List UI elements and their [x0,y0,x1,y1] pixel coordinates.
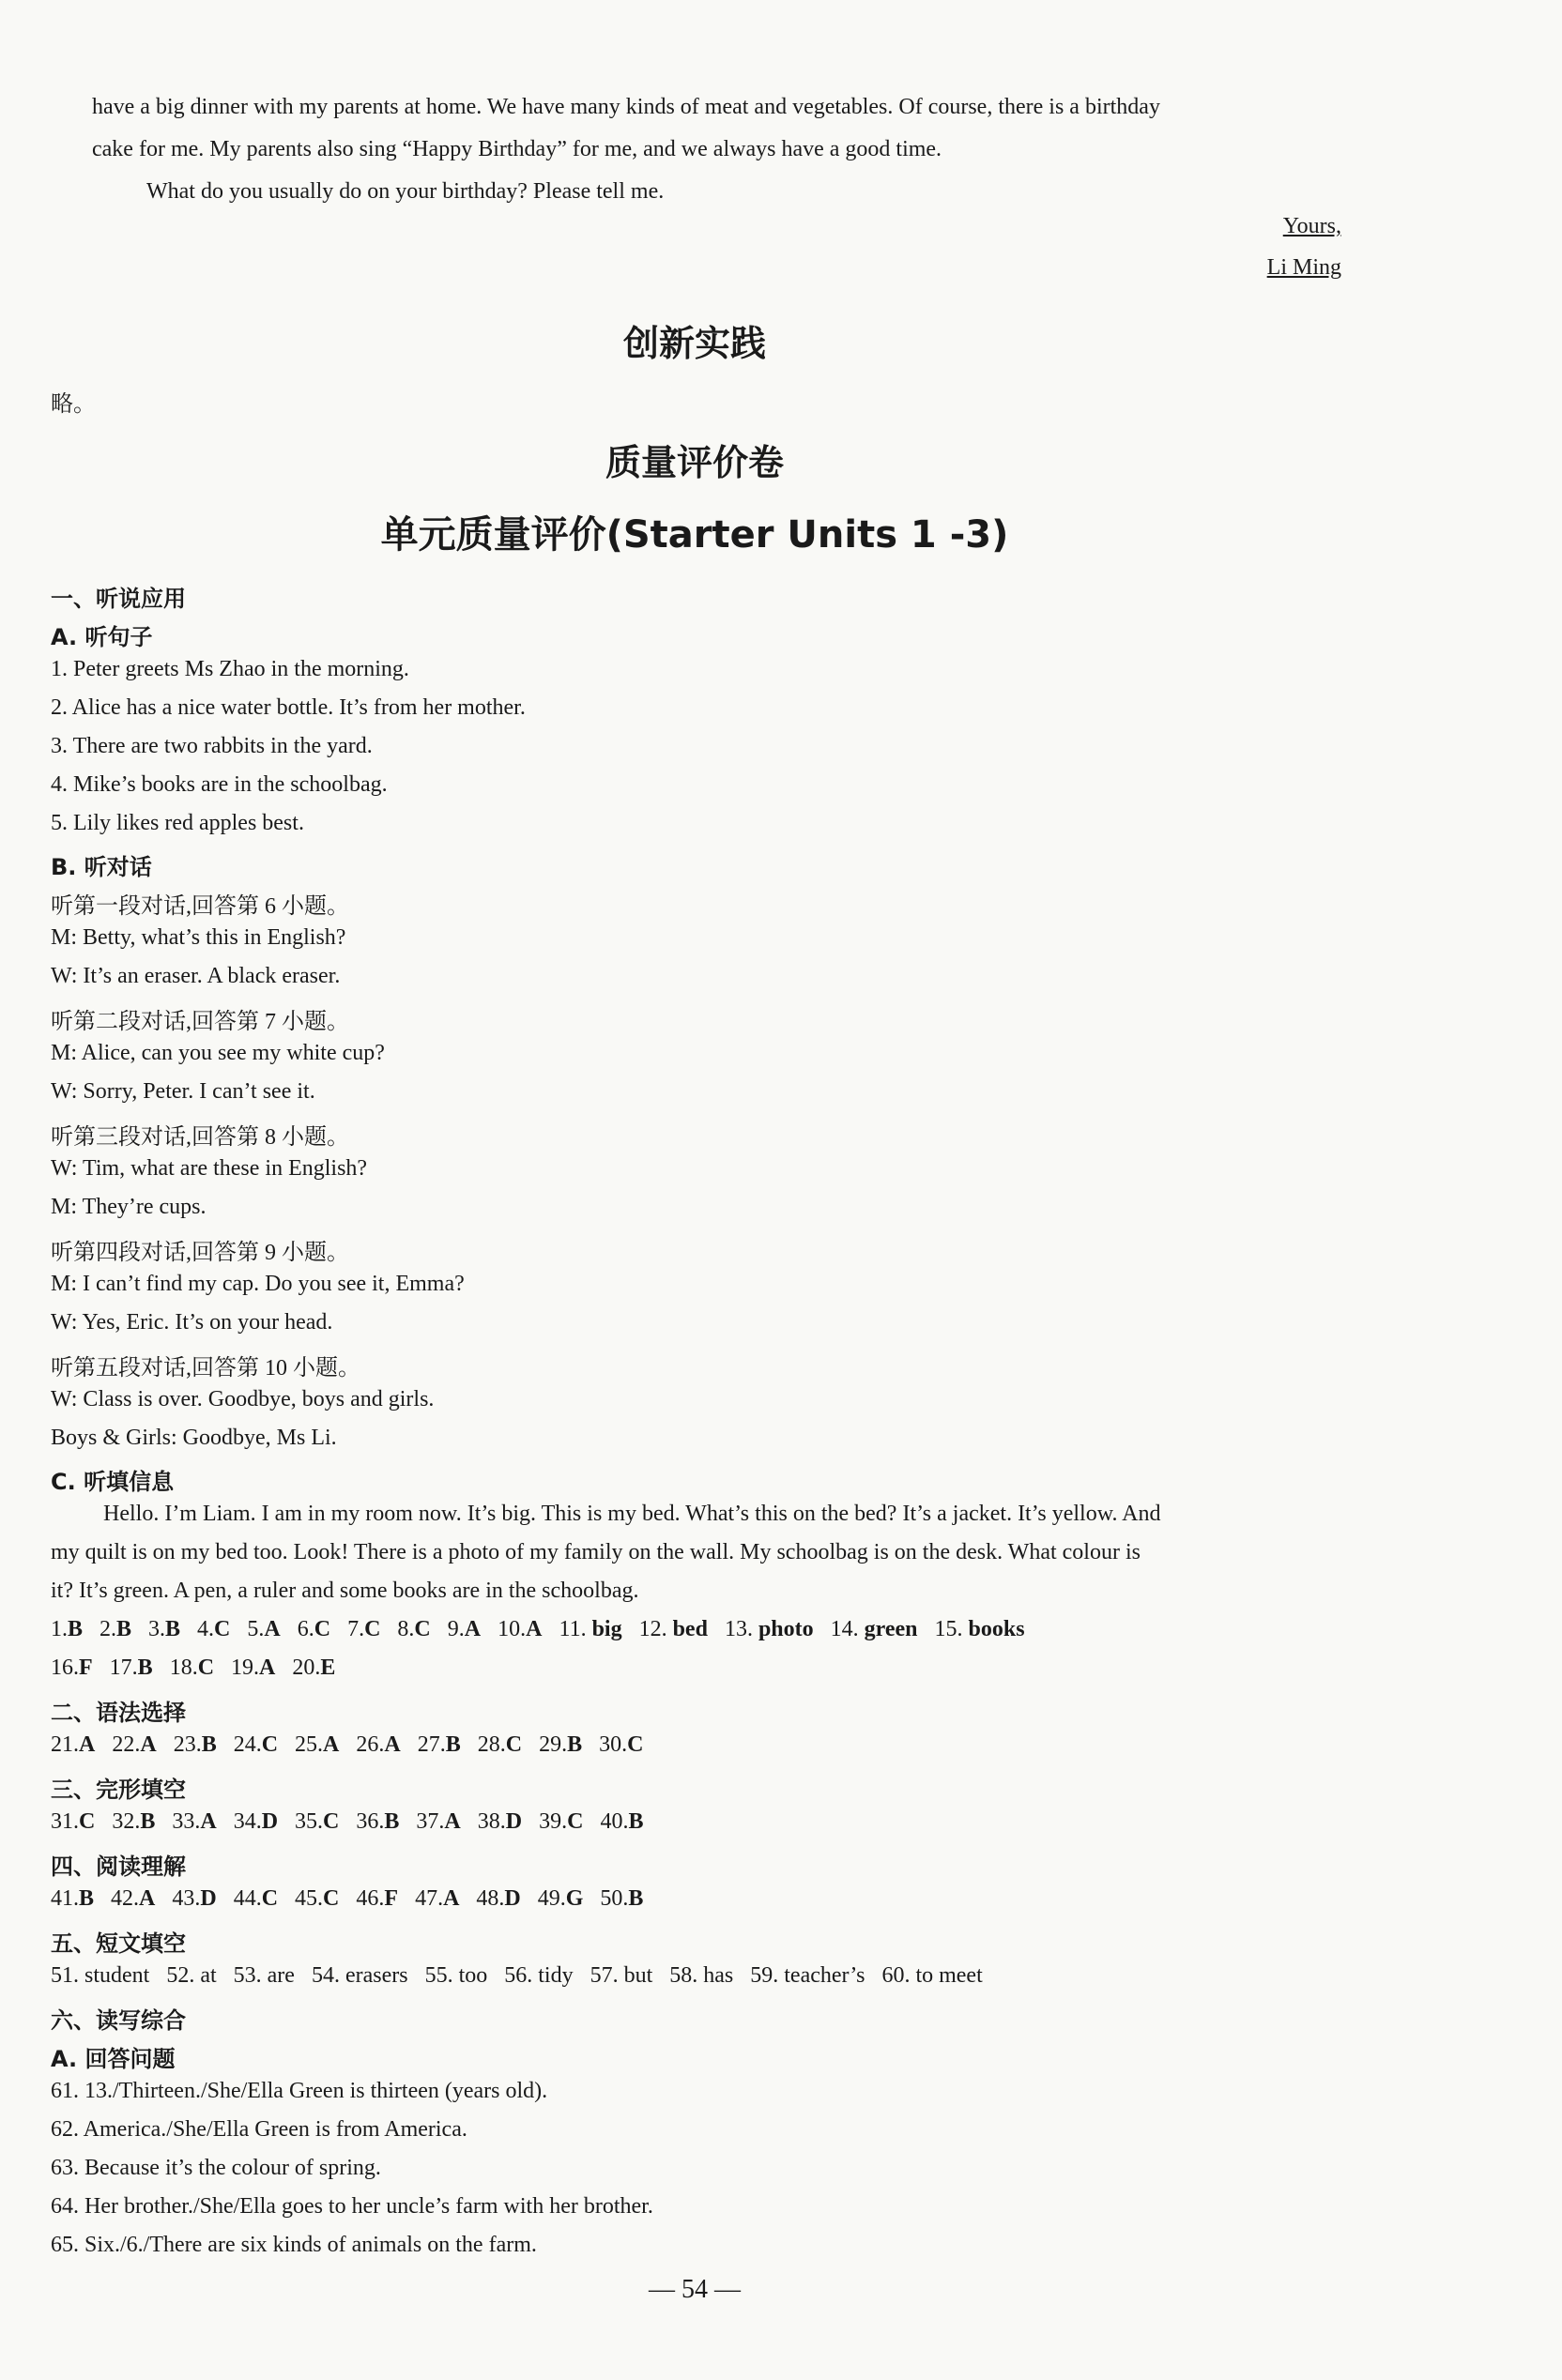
answer-line: 64. Her brother./She/Ella goes to her uncle’s farm with her brother. [51,2194,653,2219]
answer-value: B [165,1617,181,1641]
answer-item [100,1617,131,1642]
answer-value: A [444,1809,461,1834]
letter-line-3: What do you usually do on your birthday? Please tell me. [146,179,665,204]
section-4-heading: 四、阅读理解 [51,1854,186,1880]
dialogue-line: M: Betty, what’s this in English? [51,925,346,950]
answer-value: B [628,1886,644,1911]
answer-value: photo [752,1617,814,1641]
answer-number: 53. [233,1963,262,1988]
dialogue-line: Boys & Girls: Goodbye, Ms Li. [51,1426,337,1450]
dialogue-line: M: They’re cups. [51,1195,207,1219]
answer-value: B [137,1655,153,1680]
answer-value: A [259,1655,276,1680]
answer-value: E [320,1655,336,1680]
answer-item [51,1886,94,1912]
answer-item [110,1655,153,1681]
answer-item [498,1617,542,1642]
dialogue-line: 听第五段对话,回答第 10 小题。 [51,1356,360,1381]
answer-value: student [79,1963,150,1988]
answer-number: 6. [297,1617,314,1641]
dialogue-line: W: Yes, Eric. It’s on your head. [51,1310,333,1335]
answer-item [197,1617,230,1642]
answer-number: 44. [233,1886,262,1911]
answer-item [234,1886,278,1912]
answer-number: 42. [111,1886,140,1911]
answers-31-40 [51,1809,660,1835]
answer-value: C [364,1617,381,1641]
answer-item [292,1655,335,1681]
answer-item [590,1963,653,1989]
answer-item [356,1809,399,1835]
passage-line: my quilt is on my bed too. Look! There is a photo of my family on the wall. My schoolbag is on the desk. What colour is [51,1540,1141,1564]
answer-value: C [261,1732,279,1757]
section-3-heading: 三、完形填空 [51,1777,186,1803]
answer-item [504,1963,573,1989]
answer-line: 63. Because it’s the colour of spring. [51,2156,381,2180]
answer-item [112,1732,156,1758]
section-6-heading: 六、读写综合 [51,2007,186,2034]
answer-number: 10. [498,1617,527,1641]
answer-number: 29. [539,1732,568,1757]
dialogue-line: W: Class is over. Goodbye, boys and girls. [51,1387,435,1411]
page-number: — 54 — [649,2275,741,2304]
answer-value: big [586,1617,622,1641]
answer-value: C [505,1732,523,1757]
answer-item [172,1809,216,1835]
answer-value: B [116,1617,132,1641]
answer-number: 28. [477,1732,506,1757]
answer-number: 8. [397,1617,415,1641]
answer-item [231,1655,275,1681]
answer-item [669,1963,733,1989]
answer-value: F [384,1886,399,1911]
answer-item [51,1732,95,1758]
passage-line: it? It’s green. A pen, a ruler and some books are in the schoolbag. [51,1579,639,1603]
passage-line: Hello. I’m Liam. I am in my room now. It’s big. This is my bed. What’s this on the bed? It’s a jacket. It’s yellow. And [103,1502,1161,1526]
answers-51-60 [51,1963,1000,1989]
answer-value: green [858,1617,918,1641]
unit-title: 单元质量评价(Starter Units 1 -3) [380,513,1009,557]
answer-number: 58. [669,1963,698,1988]
answer-item [170,1655,214,1681]
answer-value: to meet [910,1963,983,1988]
answer-value: A [264,1617,281,1641]
answer-value: C [197,1655,215,1680]
answer-value: C [323,1886,340,1911]
answer-item [425,1963,488,1989]
answer-number: 21. [51,1732,79,1757]
answer-value: B [140,1809,156,1834]
answer-number: 5. [247,1617,265,1641]
answer-value: A [323,1732,340,1757]
answer-item [415,1886,459,1912]
answer-number: 24. [233,1732,262,1757]
answer-item [234,1963,295,1989]
answer-line: 65. Six./6./There are six kinds of animals on the farm. [51,2233,537,2257]
answer-item [600,1809,643,1835]
dialogue-line: M: I can’t find my cap. Do you see it, Emma? [51,1272,465,1296]
paper-title: 质量评价卷 [605,442,784,483]
answer-number: 2. [100,1617,117,1641]
answer-number: 13. [724,1617,753,1641]
listen-sentence: 5. Lily likes red apples best. [51,811,304,835]
answer-value: C [314,1617,331,1641]
listen-sentence: 1. Peter greets Ms Zhao in the morning. [51,657,409,681]
answer-item [234,1809,278,1835]
answer-value: C [323,1809,340,1834]
answer-item [397,1617,430,1642]
answer-value: too [452,1963,488,1988]
answer-item [538,1886,584,1912]
section-6a-heading: A. 回答问题 [51,2046,176,2072]
answer-value: A [384,1732,401,1757]
dialogue-line: W: Tim, what are these in English? [51,1156,368,1181]
answer-value: B [384,1809,400,1834]
answer-number: 33. [172,1809,201,1834]
dialogue-line: 听第一段对话,回答第 6 小题。 [51,894,349,919]
answer-item [356,1886,398,1912]
answer-value: B [68,1617,84,1641]
innovation-body: 略。 [51,390,96,417]
dialogue-line: 听第四段对话,回答第 9 小题。 [51,1241,349,1265]
answer-item [881,1963,982,1989]
answers-1-15 [51,1617,1042,1642]
answer-value: teacher’s [778,1963,865,1988]
answer-item [247,1617,280,1642]
answer-value: C [214,1617,231,1641]
answer-number: 4. [197,1617,215,1641]
answer-number: 3. [148,1617,166,1641]
answer-number: 57. [590,1963,619,1988]
letter-line-2: cake for me. My parents also sing “Happy Birthday” for me, and we always have a good time. [92,137,942,161]
answer-number: 60. [881,1963,911,1988]
answer-number: 47. [415,1886,444,1911]
answer-number: 23. [173,1732,202,1757]
answer-item [559,1617,621,1642]
answer-number: 7. [347,1617,365,1641]
answer-item [418,1732,461,1758]
answer-number: 39. [539,1809,568,1834]
answer-number: 12. [638,1617,667,1641]
answer-number: 36. [356,1809,385,1834]
answer-value: but [618,1963,653,1988]
listen-sentence: 4. Mike’s books are in the schoolbag. [51,772,388,797]
answer-number: 15. [934,1617,963,1641]
answer-number: 52. [166,1963,195,1988]
answer-item [478,1809,522,1835]
answer-item [148,1617,180,1642]
answer-value: A [139,1886,156,1911]
section-1c-heading: C. 听填信息 [51,1469,175,1495]
answer-value: A [200,1809,217,1834]
answer-number: 54. [311,1963,340,1988]
dialogue-line: M: Alice, can you see my white cup? [51,1041,385,1065]
answer-number: 40. [600,1809,629,1834]
answer-number: 14. [830,1617,859,1641]
answer-value: D [505,1809,523,1834]
answer-value: bed [666,1617,708,1641]
answer-item [478,1732,522,1758]
answer-number: 41. [51,1886,79,1911]
answer-item [111,1886,155,1912]
answer-item [312,1963,408,1989]
answer-number: 55. [424,1963,453,1988]
answer-item [112,1809,155,1835]
answer-item [174,1732,217,1758]
answer-value: B [628,1809,644,1834]
answer-value: B [79,1886,95,1911]
answer-number: 27. [417,1732,446,1757]
answer-item [295,1809,339,1835]
answer-value: books [962,1617,1025,1641]
answer-item [347,1617,380,1642]
answer-item [51,1809,95,1835]
answer-value: C [567,1809,584,1834]
answer-value: tidy [532,1963,574,1988]
answer-number: 45. [295,1886,324,1911]
answer-item [448,1617,481,1642]
answer-number: 17. [109,1655,138,1680]
answer-value: B [201,1732,217,1757]
answers-41-50 [51,1886,660,1912]
answer-number: 34. [233,1809,262,1834]
answer-number: 51. [51,1963,79,1988]
answer-number: 30. [599,1732,628,1757]
answer-number: 11. [559,1617,587,1641]
dialogue-line: W: Sorry, Peter. I can’t see it. [51,1079,315,1104]
answers-21-30 [51,1732,660,1758]
answer-number: 20. [292,1655,321,1680]
answer-value: D [504,1886,521,1911]
answer-item [599,1732,643,1758]
answer-number: 48. [476,1886,505,1911]
answer-value: B [445,1732,461,1757]
section-1b-heading: B. 听对话 [51,854,152,880]
innovation-title: 创新实践 [622,323,766,364]
answer-item [295,1732,339,1758]
answer-value: A [443,1886,460,1911]
answer-number: 49. [537,1886,566,1911]
answer-item [935,1617,1025,1642]
answer-number: 43. [172,1886,201,1911]
answer-number: 9. [447,1617,465,1641]
answer-number: 32. [112,1809,141,1834]
answer-line: 62. America./She/Ella Green is from America. [51,2117,467,2142]
answer-value: A [79,1732,96,1757]
section-2-heading: 二、语法选择 [51,1700,186,1726]
answer-number: 1. [51,1617,68,1641]
answer-item [539,1809,583,1835]
answer-item [295,1886,339,1912]
answer-value: A [140,1732,157,1757]
listen-sentence: 3. There are two rabbits in the yard. [51,734,373,758]
answer-number: 35. [295,1809,324,1834]
answer-number: 50. [600,1886,629,1911]
answer-item [51,1617,83,1642]
answer-number: 26. [356,1732,385,1757]
answer-item [298,1617,330,1642]
answer-item [51,1655,93,1681]
answer-number: 38. [477,1809,506,1834]
answer-number: 31. [51,1809,79,1834]
answer-item [356,1732,400,1758]
dialogue-line: 听第三段对话,回答第 8 小题。 [51,1125,349,1150]
answer-value: G [565,1886,584,1911]
answer-value: C [414,1617,431,1641]
answer-value: B [567,1732,583,1757]
answer-value: C [79,1809,96,1834]
section-1-heading: 一、听说应用 [51,586,186,612]
section-1a-heading: A. 听句子 [51,624,153,650]
section-5-heading: 五、短文填空 [51,1930,186,1957]
letter-line-1: have a big dinner with my parents at home. We have many kinds of meat and vegetables. Of course, there is a birthday [92,95,1160,119]
answer-value: A [464,1617,482,1641]
answer-item [234,1732,278,1758]
answer-number: 16. [51,1655,79,1680]
answer-item [172,1886,216,1912]
answer-number: 22. [112,1732,141,1757]
answer-number: 59. [750,1963,779,1988]
answer-value: A [526,1617,543,1641]
answer-item [166,1963,216,1989]
answer-number: 19. [231,1655,260,1680]
dialogue-line: W: It’s an eraser. A black eraser. [51,964,341,988]
answer-value: erasers [339,1963,408,1988]
dialogue-line: 听第二段对话,回答第 7 小题。 [51,1010,349,1034]
answer-item [639,1617,708,1642]
listen-sentence: 2. Alice has a nice water bottle. It’s from her mother. [51,695,526,720]
answer-value: are [261,1963,295,1988]
answer-item [416,1809,460,1835]
answer-value: C [261,1886,279,1911]
letter-signature: Li Ming [1266,255,1341,280]
answer-number: 37. [416,1809,445,1834]
answer-number: 46. [356,1886,385,1911]
answer-value: has [697,1963,734,1988]
answer-item [539,1732,582,1758]
answer-value: D [261,1809,279,1834]
answer-line: 61. 13./Thirteen./She/Ella Green is thirteen (years old). [51,2079,548,2103]
answer-number: 18. [169,1655,198,1680]
answer-item [750,1963,865,1989]
answers-16-20 [51,1655,352,1681]
letter-closing: Yours, [1282,214,1341,238]
answer-number: 56. [504,1963,533,1988]
answer-value: C [627,1732,644,1757]
answer-item [725,1617,814,1642]
answer-item [600,1886,643,1912]
answer-item [476,1886,520,1912]
answer-value: D [200,1886,217,1911]
answer-item [51,1963,149,1989]
answer-item [831,1617,918,1642]
answer-value: at [194,1963,217,1988]
answer-number: 25. [295,1732,324,1757]
answer-value: F [79,1655,93,1680]
